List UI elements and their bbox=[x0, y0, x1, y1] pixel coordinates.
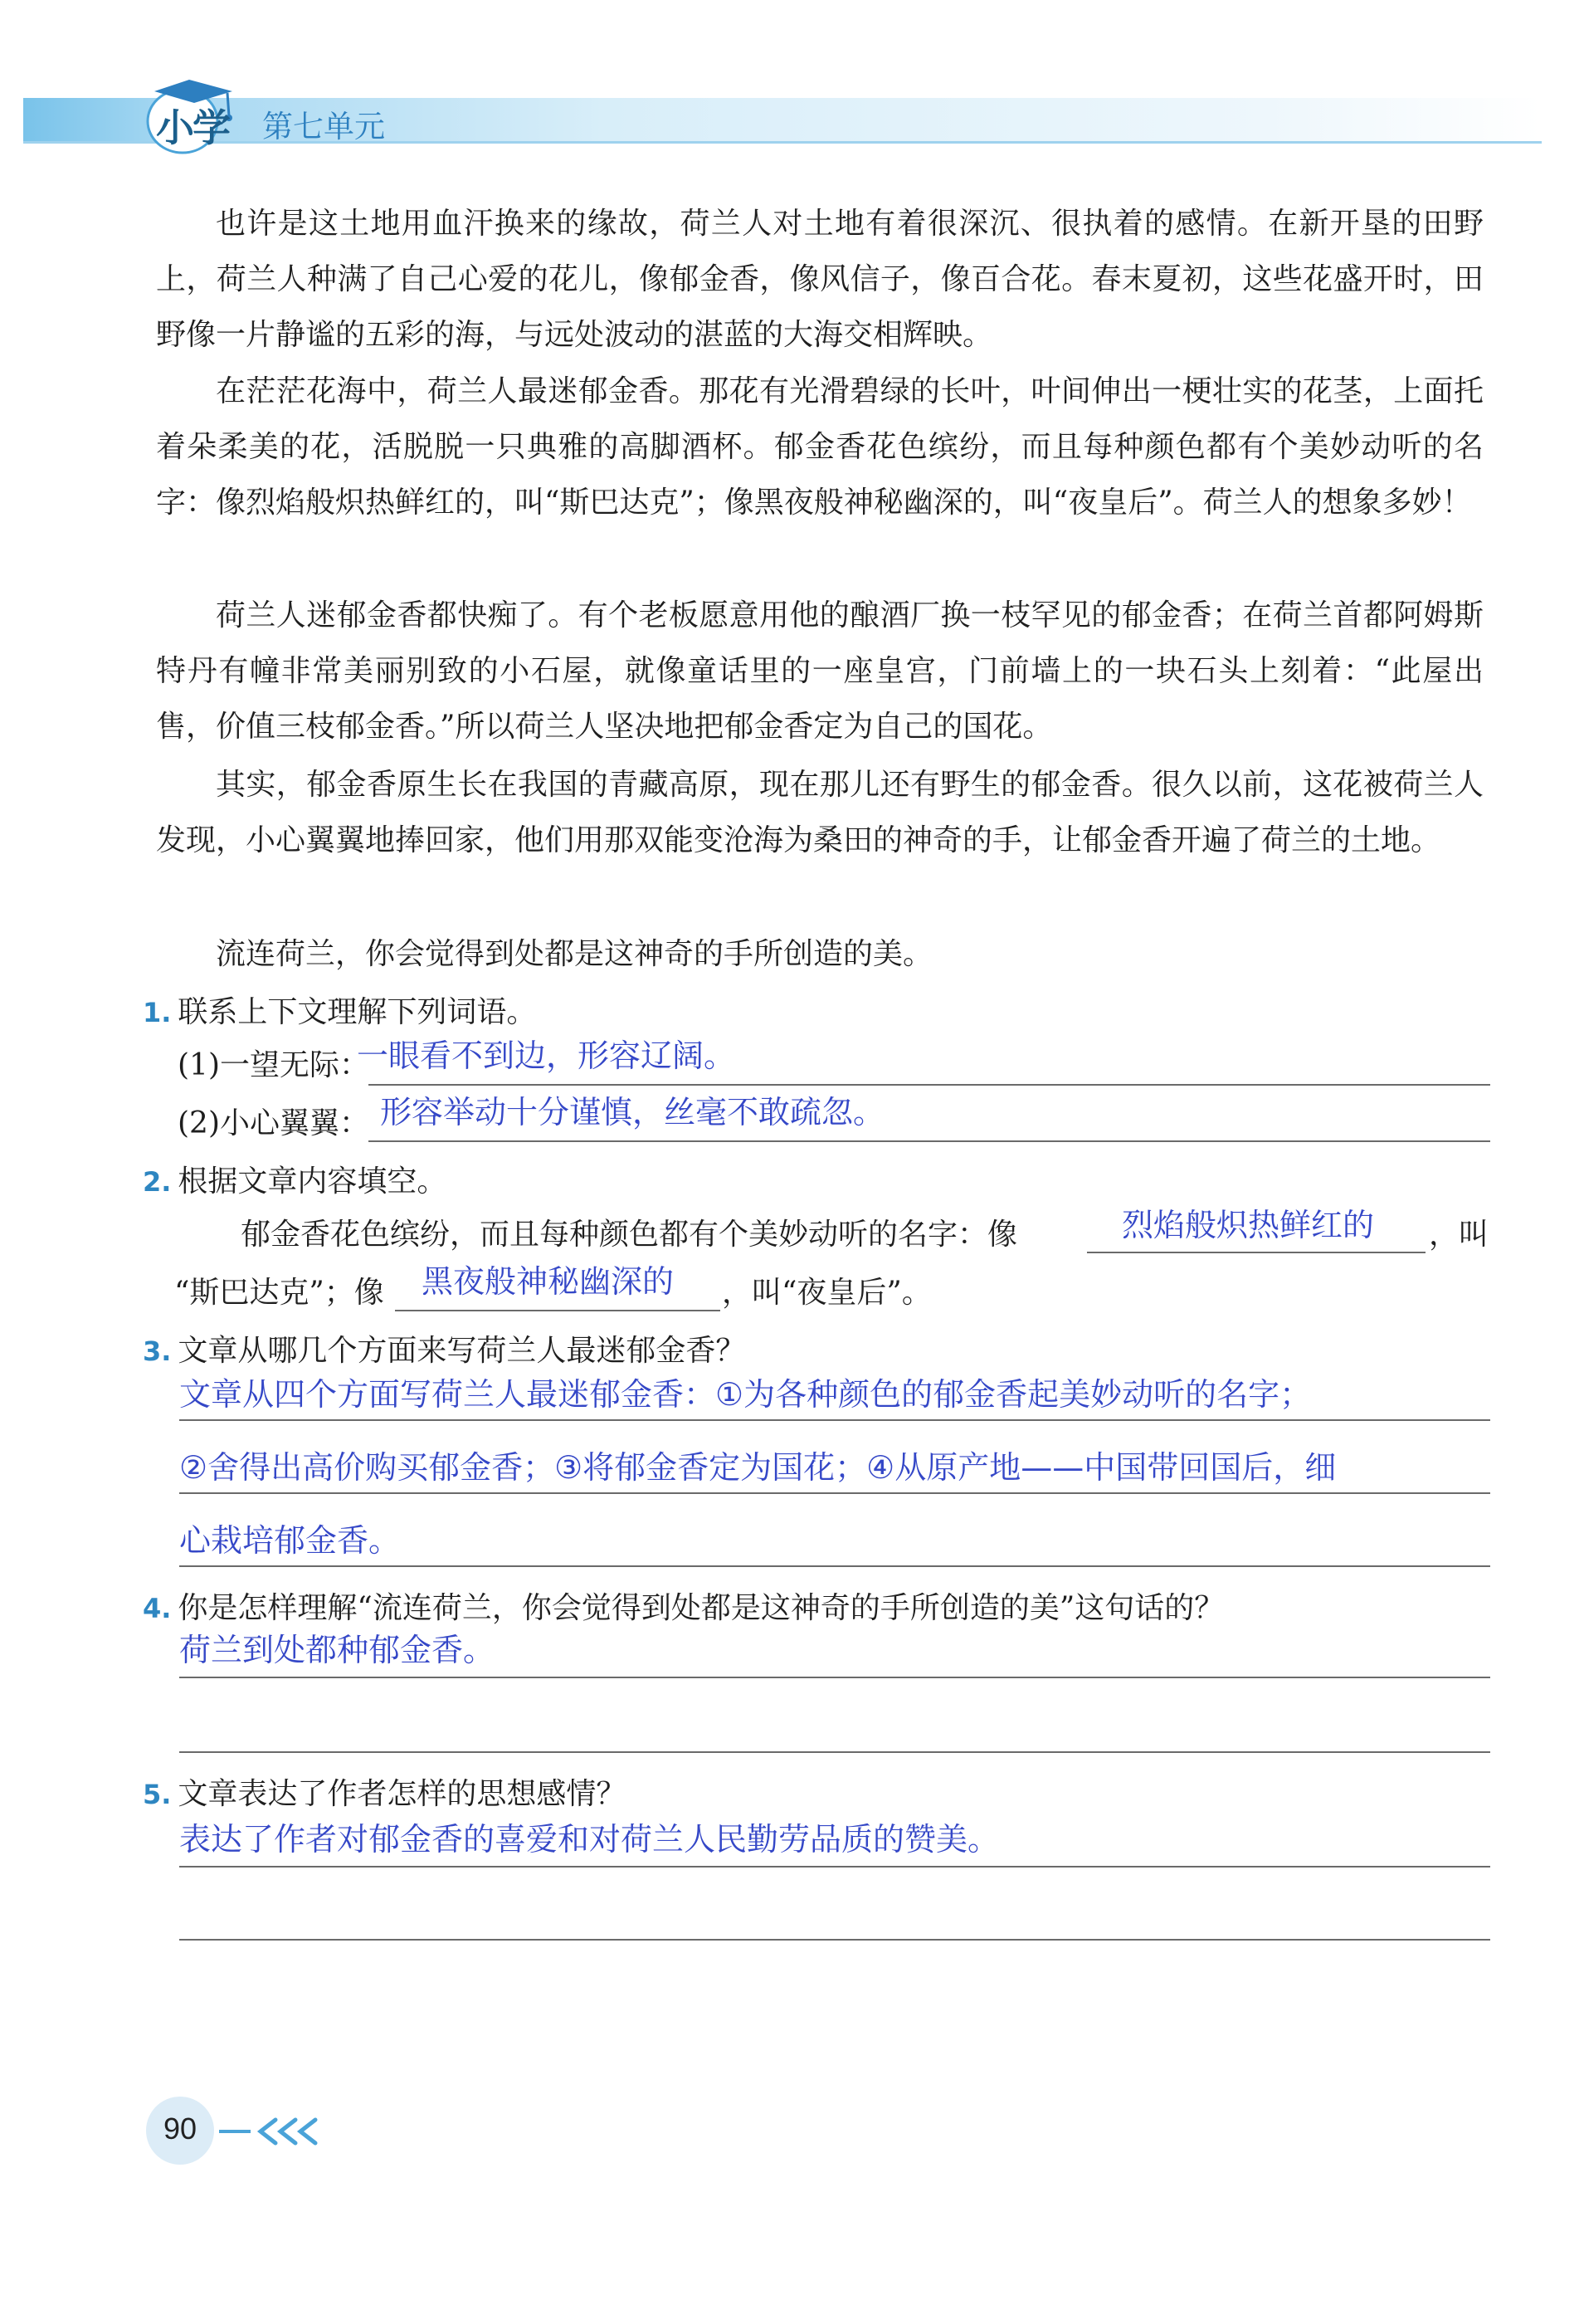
q1-item1-label: (1)一望无际： bbox=[178, 1048, 369, 1082]
answer-line bbox=[179, 1866, 1490, 1868]
question-number: 3. bbox=[143, 1335, 172, 1367]
q2-text-3: “斯巴达克”；像 bbox=[174, 1276, 384, 1310]
answer-line bbox=[179, 1419, 1490, 1421]
blank-line bbox=[1087, 1252, 1426, 1253]
q1-item2-label: (2)小心翼翼： bbox=[178, 1106, 369, 1140]
q2-text-4: ，叫“夜皇后”。 bbox=[722, 1276, 932, 1310]
question-text: 根据文章内容填空。 bbox=[178, 1164, 447, 1199]
logo-text: 小学 bbox=[156, 105, 229, 150]
q3-answer-line-1: 文章从四个方面写荷兰人最迷郁金香：①为各种颜色的郁金香起美妙动听的名字； bbox=[179, 1376, 1312, 1413]
question-number: 2. bbox=[143, 1166, 172, 1198]
question-number: 1. bbox=[143, 997, 172, 1028]
arrows-icon bbox=[217, 2115, 342, 2148]
answer-line bbox=[179, 1939, 1490, 1941]
answer-line bbox=[179, 1565, 1490, 1567]
q1-item1-answer: 一眼看不到边，形容辽阔。 bbox=[357, 1038, 736, 1074]
answer-line bbox=[179, 1492, 1490, 1494]
header-divider bbox=[23, 141, 1542, 144]
q2-blank-2-answer: 黑夜般神秘幽深的 bbox=[422, 1263, 675, 1300]
passage-paragraph-1: 也许是这土地用血汗换来的缘故，荷兰人对土地有着很深沉、很执着的感情。在新开垦的田野上，荷兰人种满了自己心爱的花儿，像郁金香，像风信子，像百合花。春末夏初，这些花盛开时，田野像一片静谧的五彩的海，与远处波动的湛蓝的大海交相辉映。 bbox=[156, 207, 1484, 352]
question-number: 4. bbox=[143, 1593, 172, 1624]
q1-item2-answer: 形容举动十分谨慎，丝毫不敢疏忽。 bbox=[380, 1094, 885, 1130]
passage-paragraph-2: 在茫茫花海中，荷兰人最迷郁金香。那花有光滑碧绿的长叶，叶间伸出一梗壮实的花茎，上面托着朵柔美的花，活脱脱一只典雅的高脚酒杯。郁金香花色缤纷，而且每种颜色都有个美妙动听的名字：像烈焰般炽热鲜红的，叫“斯巴达克”；像黑夜般神秘幽深的，叫“夜皇后”。荷兰人的想象多妙！ bbox=[156, 374, 1484, 520]
q4-answer: 荷兰到处都种郁金香。 bbox=[179, 1632, 495, 1668]
q3-answer-line-3: 心栽培郁金香。 bbox=[179, 1522, 401, 1559]
q3-answer-line-2: ②舍得出高价购买郁金香；③将郁金香定为国花；④从原产地——中国带回国后，细 bbox=[179, 1449, 1337, 1486]
question-text: 联系上下文理解下列词语。 bbox=[178, 995, 537, 1029]
question-3 bbox=[143, 1331, 745, 1371]
question-4 bbox=[143, 1589, 1224, 1628]
question-text: 文章从哪几个方面来写荷兰人最迷郁金香？ bbox=[178, 1334, 746, 1368]
passage-paragraph-5: 流连荷兰，你会觉得到处都是这神奇的手所创造的美。 bbox=[216, 937, 933, 971]
answer-line bbox=[179, 1677, 1490, 1678]
unit-title: 第七单元 bbox=[262, 109, 385, 144]
question-text: 你是怎样理解“流连荷兰，你会觉得到处都是这神奇的手所创造的美”这句话的？ bbox=[178, 1591, 1225, 1625]
q5-answer: 表达了作者对郁金香的喜爱和对荷兰人民勤劳品质的赞美。 bbox=[179, 1821, 1000, 1858]
answer-line bbox=[179, 1751, 1490, 1753]
answer-line bbox=[368, 1084, 1490, 1086]
q2-text-2: ，叫 bbox=[1429, 1218, 1489, 1252]
header-bar bbox=[23, 98, 1542, 141]
page-number: 90 bbox=[163, 2112, 197, 2146]
q2-text-1: 郁金香花色缤纷，而且每种颜色都有个美妙动听的名字：像 bbox=[241, 1218, 1018, 1252]
passage-paragraph-4: 其实，郁金香原生长在我国的青藏高原，现在那儿还有野生的郁金香。很久以前，这花被荷兰人发现，小心翼翼地捧回家，他们用那双能变沧海为桑田的神奇的手，让郁金香开遍了荷兰的土地。 bbox=[156, 768, 1484, 857]
question-text: 文章表达了作者怎样的思想感情？ bbox=[178, 1777, 626, 1811]
passage-paragraph-3: 荷兰人迷郁金香都快痴了。有个老板愿意用他的酿酒厂换一枝罕见的郁金香；在荷兰首都阿姆斯特丹有幢非常美丽别致的小石屋，就像童话里的一座皇宫，门前墙上的一块石头上刻着：“此屋出售，价值三枝郁金香。”所以荷兰人坚决地把郁金香定为自己的国花。 bbox=[156, 598, 1484, 744]
question-1 bbox=[143, 993, 536, 1033]
q2-blank-1-answer: 烈焰般炽热鲜红的 bbox=[1122, 1207, 1375, 1243]
answer-line bbox=[368, 1140, 1490, 1142]
question-5 bbox=[143, 1775, 626, 1814]
question-number: 5. bbox=[143, 1779, 172, 1810]
blank-line bbox=[395, 1310, 720, 1311]
question-2 bbox=[143, 1162, 446, 1202]
